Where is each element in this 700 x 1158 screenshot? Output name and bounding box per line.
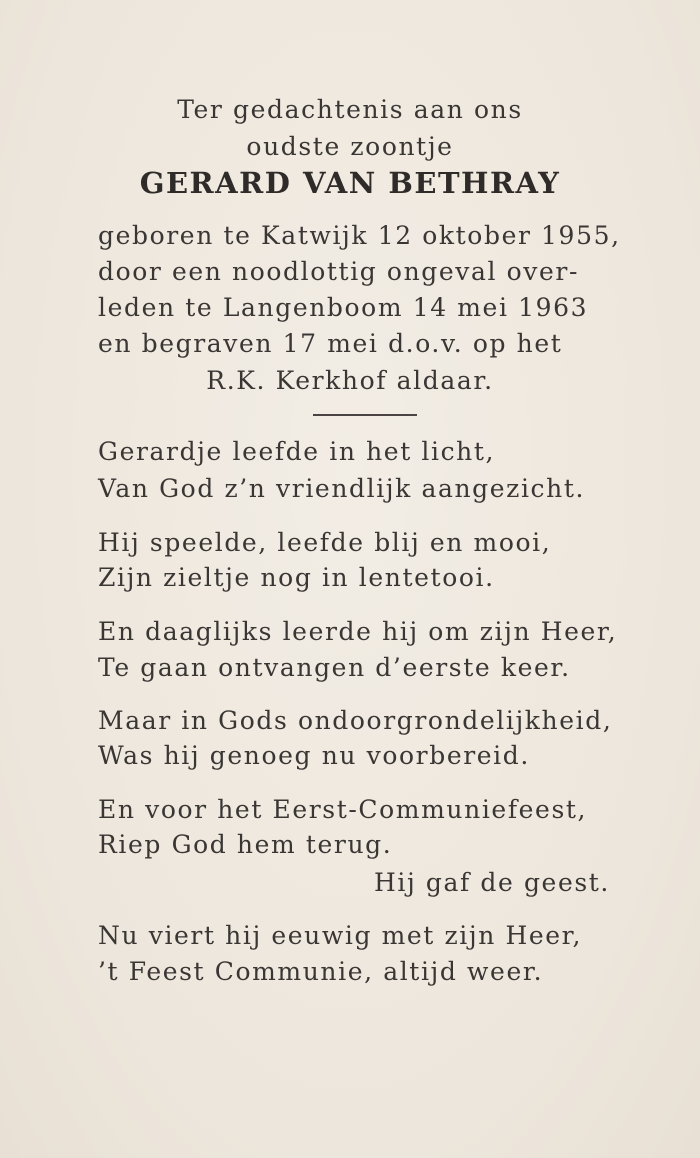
dedication-line-1: Ter gedachtenis aan ons — [177, 95, 523, 124]
poem-line: En daaglijks leerde hij om zijn Heer, — [98, 617, 618, 646]
divider-rule — [313, 414, 417, 416]
poem-line: Riep God hem terug. — [98, 830, 393, 859]
poem-line: Maar in Gods ondoorgrondelijkheid, — [98, 706, 613, 735]
poem-line: En voor het Eerst-Communiefeest, — [98, 795, 588, 824]
poem-line: ’t Feest Communie, altijd weer. — [98, 957, 544, 986]
poem-line: Te gaan ontvangen d’eerste keer. — [98, 653, 571, 682]
poem-line: Zijn zieltje nog in lentetooi. — [98, 563, 495, 592]
death-line: leden te Langenboom 14 mei 1963 — [98, 293, 589, 322]
poem-line: Gerardje leefde in het licht, — [98, 437, 496, 466]
poem-line: Hij gaf de geest. — [374, 868, 610, 897]
birth-line: geboren te Katwijk 12 oktober 1955, — [98, 221, 621, 250]
poem-line: Was hij genoeg nu voorbereid. — [98, 741, 530, 770]
accident-line: door een noodlottig ongeval over- — [98, 257, 580, 286]
burial-line: en begraven 17 mei d.o.v. op het — [98, 329, 563, 358]
dedication-line-2: oudste zoontje — [246, 132, 454, 161]
poem-line: Nu viert hij eeuwig met zijn Heer, — [98, 921, 583, 950]
poem-line: Van God z’n vriendlijk aangezicht. — [98, 474, 586, 503]
poem-line: Hij speelde, leefde blij en mooi, — [98, 528, 552, 557]
deceased-name: GERARD VAN BETHRAY — [139, 166, 561, 200]
cemetery-line: R.K. Kerkhof aldaar. — [206, 366, 494, 395]
